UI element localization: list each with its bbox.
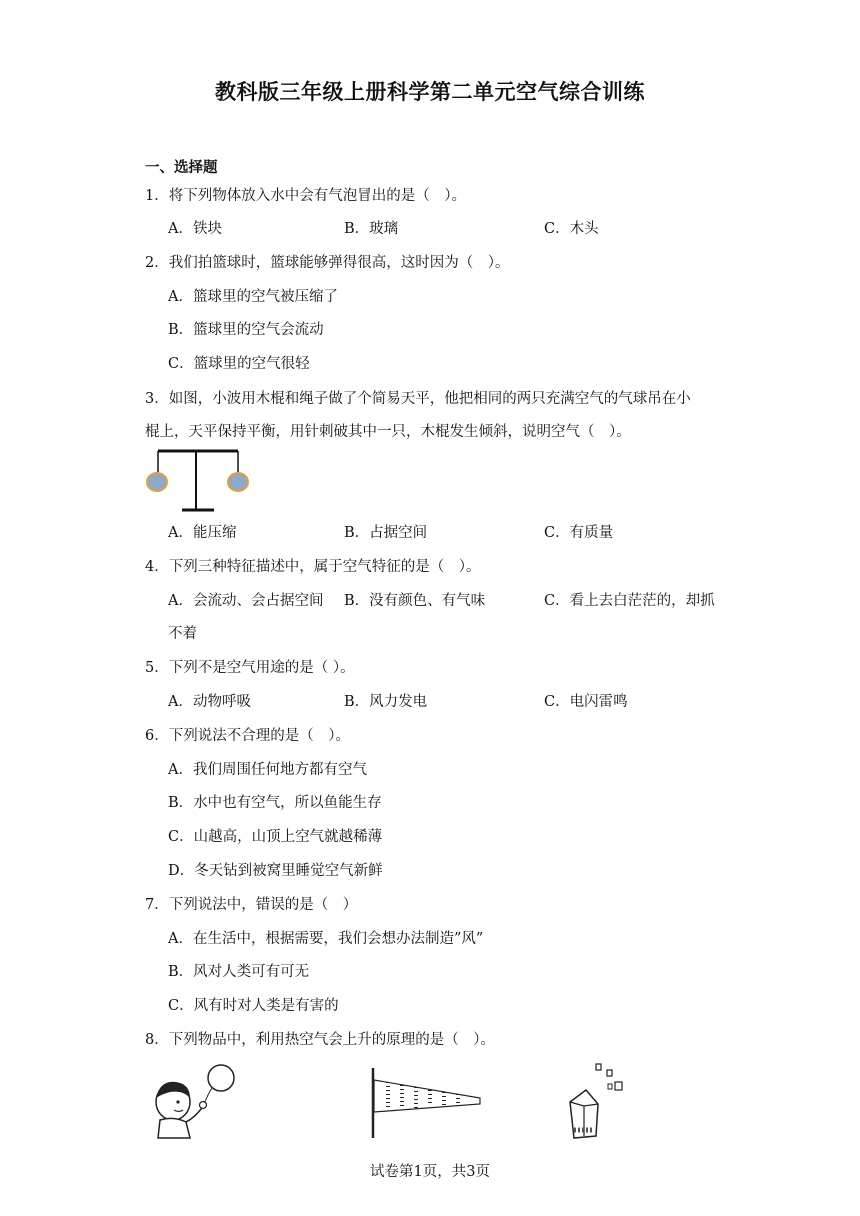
question-1-option-a[interactable]: A．铁块 (168, 221, 222, 237)
balloon-icon (208, 1065, 234, 1091)
question-2-option-b[interactable]: B．篮球里的空气会流动 (168, 322, 324, 338)
question-3-option-a[interactable]: A．能压缩 (168, 525, 237, 541)
windsock-picture[interactable] (362, 1066, 487, 1138)
right-balloon (228, 473, 248, 491)
question-3-stem-line1: 3．如图，小波用木棍和绳子做了个简易天平，他把相同的两只充满空气的气球吊在小 (145, 391, 691, 407)
question-6-option-d[interactable]: D．冬天钻到被窝里睡觉空气新鲜 (168, 863, 383, 879)
small-lantern-icon (607, 1070, 612, 1076)
question-6-option-b[interactable]: B．水中也有空气，所以鱼能生存 (168, 795, 382, 811)
small-lantern-icon (608, 1084, 612, 1089)
section-heading: 一、选择题 (145, 159, 218, 176)
page-footer: 试卷第1页，共3页 (370, 1164, 490, 1180)
question-8-stem: 8．下列物品中，利用热空气会上升的原理的是（ ）。 (145, 1032, 495, 1048)
question-2-option-c[interactable]: C．篮球里的空气很轻 (168, 356, 310, 372)
windsock-icon (374, 1080, 480, 1112)
question-5-option-b[interactable]: B．风力发电 (344, 694, 428, 710)
question-1-option-b[interactable]: B．玻璃 (344, 221, 399, 237)
question-3-option-b[interactable]: B．占据空间 (344, 525, 428, 541)
question-7-option-a[interactable]: A．在生活中，根据需要，我们会想办法制造”风” (168, 931, 484, 947)
question-4-option-c[interactable]: C．看上去白茫茫的，却抓 (544, 593, 715, 609)
question-6-stem: 6．下列说法不合理的是（ ）。 (145, 728, 350, 744)
balance-figure (140, 446, 260, 516)
question-3-stem-line2: 棍上，天平保持平衡，用针刺破其中一只，木棍发生倾斜，说明空气（ ）。 (145, 424, 631, 440)
question-1-option-c[interactable]: C．木头 (544, 221, 599, 237)
sky-lanterns-picture[interactable] (560, 1060, 630, 1140)
question-4-option-a[interactable]: A．会流动、会占据空间 (168, 593, 324, 609)
left-balloon (147, 473, 167, 491)
question-4-option-b[interactable]: B．没有颜色、有气味 (344, 593, 486, 609)
question-6-option-c[interactable]: C．山越高，山顶上空气就越稀薄 (168, 829, 383, 845)
question-4-option-c-continued: 不着 (168, 626, 197, 642)
boy-body (158, 1118, 190, 1138)
question-5-option-c[interactable]: C．电闪雷鸣 (544, 694, 628, 710)
question-1-stem: 1．将下列物体放入水中会有气泡冒出的是（ ）。 (145, 188, 466, 204)
page-title: 教科版三年级上册科学第二单元空气综合训练 (215, 79, 645, 104)
small-lantern-icon (596, 1064, 601, 1070)
question-5-stem: 5．下列不是空气用途的是（ ）。 (145, 660, 355, 676)
question-7-option-c[interactable]: C．风有时对人类是有害的 (168, 998, 339, 1014)
question-3-option-c[interactable]: C．有质量 (544, 525, 614, 541)
question-6-option-a[interactable]: A．我们周围任何地方都有空气 (168, 762, 367, 778)
question-7-option-b[interactable]: B．风对人类可有可无 (168, 964, 310, 980)
question-7-stem: 7．下列说法中，错误的是（ ） (145, 897, 358, 913)
small-lantern-icon (615, 1082, 622, 1090)
question-2-stem: 2．我们拍篮球时，篮球能够弹得很高，这时因为（ ）。 (145, 255, 510, 271)
question-4-stem: 4．下列三种特征描述中，属于空气特征的是（ ）。 (145, 559, 481, 575)
question-5-option-a[interactable]: A．动物呼吸 (168, 694, 251, 710)
boy-with-balloon-picture[interactable] (150, 1064, 245, 1140)
question-2-option-a[interactable]: A．篮球里的空气被压缩了 (168, 289, 338, 305)
